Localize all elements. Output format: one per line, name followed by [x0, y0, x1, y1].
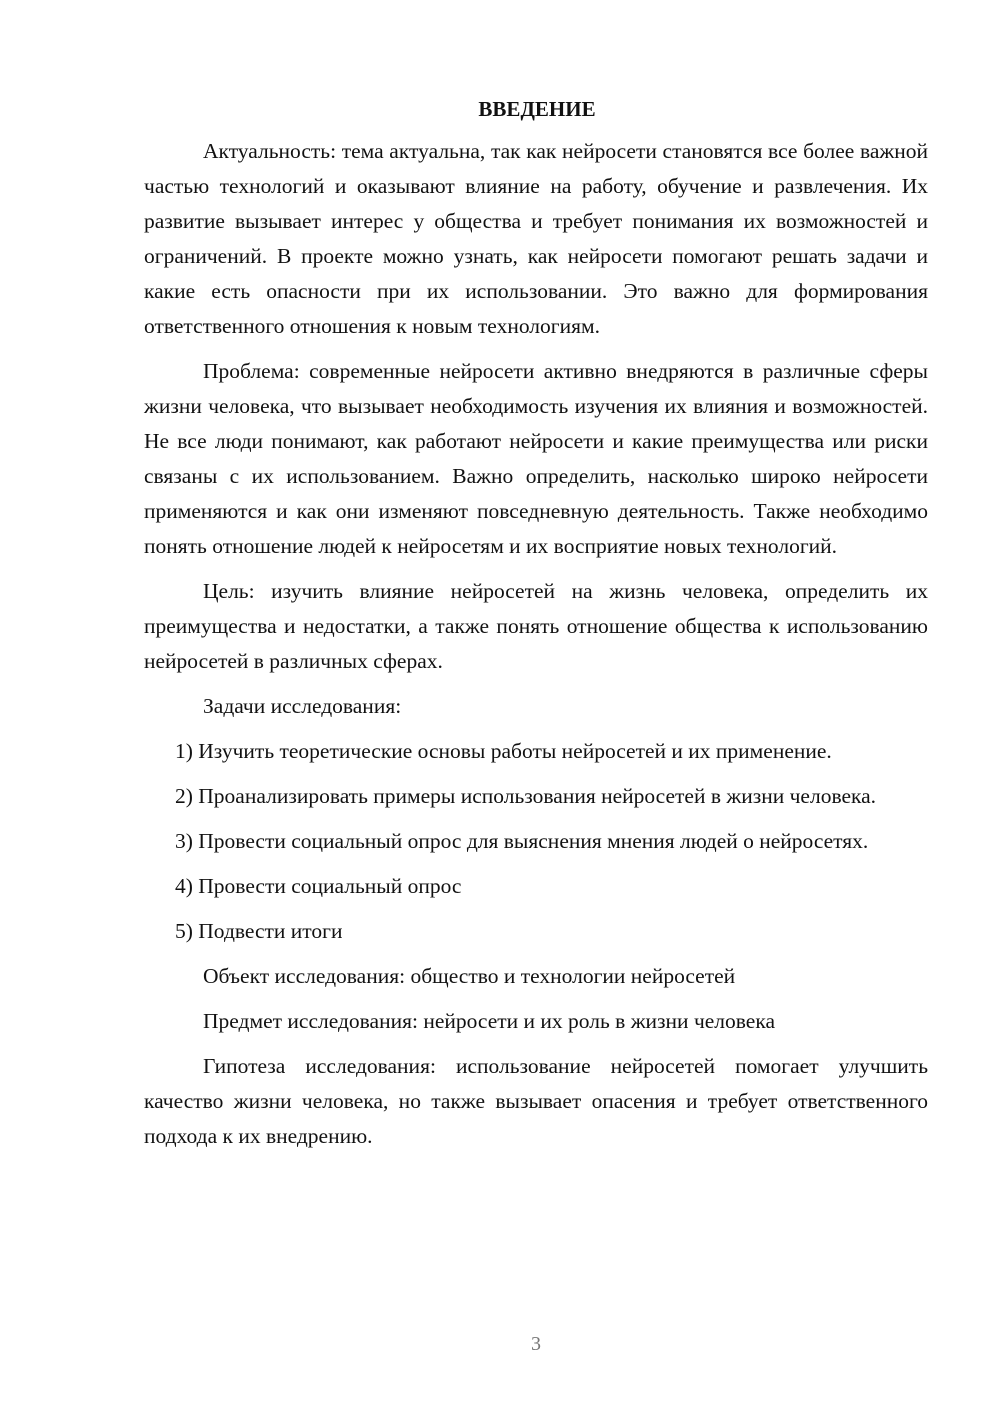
page-number: 3 — [531, 1333, 541, 1355]
relevance-paragraph: Актуальность: тема актуальна, так как нейросети становятся все более важной частью технологий и оказывают влияние на работу, обучение и развлечения. Их развитие вызывает интерес у общества и требует понимания их возможностей и ограничений. В проекте можно узнать, как нейросети помогают решать задачи и какие есть опасности при их использовании. Это важно для формирования ответственного отношения к новым технологиям. — [144, 139, 928, 338]
task-item-1: 1) Изучить теоретические основы работы нейросетей и их применение. — [175, 739, 832, 763]
task-item-2: 2) Проанализировать примеры использования нейросетей в жизни человека. — [175, 784, 877, 808]
task-item-5: 5) Подвести итоги — [175, 919, 343, 943]
task-item-3: 3) Провести социальный опрос для выяснения мнения людей о нейросетях. — [175, 829, 869, 853]
research-object: Объект исследования: общество и технологии нейросетей — [203, 964, 736, 988]
research-hypothesis: Гипотеза исследования: использование нейросетей помогает улучшить качество жизни человека, но также вызывает опасения и требует ответственного подхода к их внедрению. — [144, 1054, 928, 1148]
document-body — [144, 94, 928, 1164]
task-item-4: 4) Провести социальный опрос — [175, 874, 462, 898]
goal-paragraph: Цель: изучить влияние нейросетей на жизнь человека, определить их преимущества и недостатки, а также понять отношение общества к использованию нейросетей в различных сферах. — [144, 579, 928, 673]
section-title: ВВЕДЕНИЕ — [478, 97, 596, 121]
tasks-heading: Задачи исследования: — [203, 694, 402, 718]
research-subject: Предмет исследования: нейросети и их роль в жизни человека — [203, 1009, 776, 1033]
problem-paragraph: Проблема: современные нейросети активно внедряются в различные сферы жизни человека, что вызывает необходимость изучения их влияния и возможностей. Не все люди понимают, как работают нейросети и какие преимущества или риски связаны с их использованием. Важно определить, насколько широко нейросети применяются и как они изменяют повседневную деятельность. Также необходимо понять отношение людей к нейросетям и их восприятие новых технологий. — [144, 359, 928, 558]
